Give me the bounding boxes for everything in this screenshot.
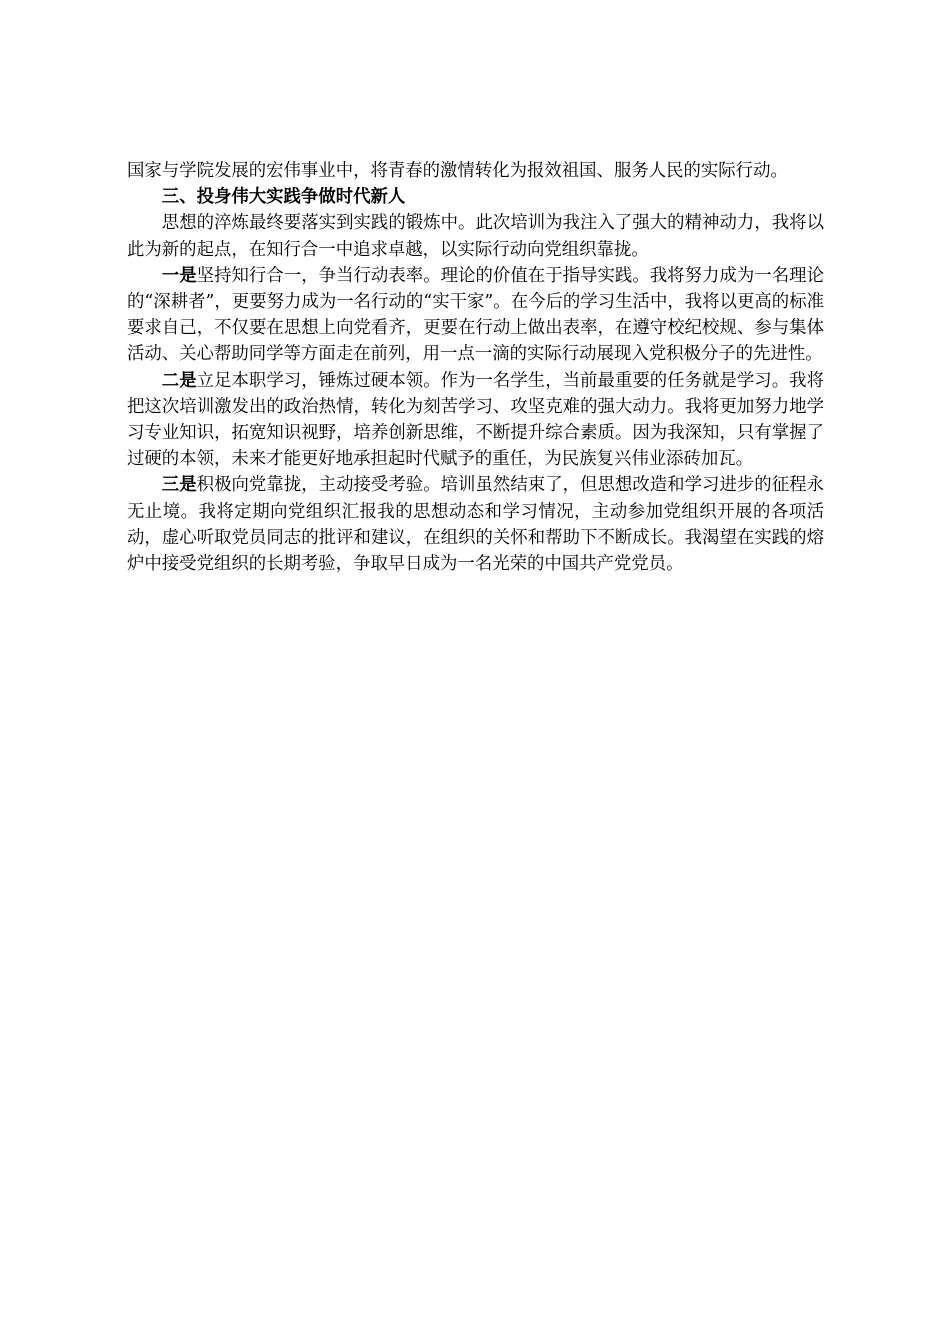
point-paragraph-3: [127, 472, 824, 577]
section-heading: 三、投身伟大实践争做时代新人: [161, 187, 406, 208]
section-intro-paragraph: 思想的淬炼最终要落实到实践的锻炼中。此次培训为我注入了强大的精神动力，我将以此为新的起点，在知行合一中追求卓越，以实际行动向党组织靠拢。: [127, 213, 824, 260]
point-paragraph-1: [127, 263, 824, 368]
continuation-paragraph: 国家与学院发展的宏伟事业中，将青春的激情转化为报效祖国、服务人民的实际行动。: [127, 161, 788, 181]
point-lead-1: 一是: [161, 265, 197, 286]
point-lead-2: 二是: [161, 370, 197, 391]
point-lead-3: 三是: [161, 475, 197, 496]
document-page: [127, 158, 824, 577]
point-text-2: 立足本职学习，锤炼过硬本领。作为一名学生，当前最重要的任务就是学习。我将把这次培训激发出的政治热情，转化为刻苦学习、攻坚克难的强大动力。我将更加努力地学习专业知识，拓宽知识视野，培养创新思维，不断提升综合素质。因为我深知，只有掌握了过硬的本领，未来才能更好地承担起时代赋予的重任，为民族复兴伟业添砖加瓦。: [127, 370, 824, 470]
point-text-1: 坚持知行合一，争当行动表率。理论的价值在于指导实践。我将努力成为一名理论的“深耕者”，更要努力成为一名行动的“实干家”。在今后的学习生活中，我将以更高的标准要求自己，不仅要在思想上向党看齐，更要在行动上做出表率，在遵守校纪校规、参与集体活动、关心帮助同学等方面走在前列，用一点一滴的实际行动展现入党积极分子的先进性。: [127, 265, 824, 365]
point-text-3: 积极向党靠拢，主动接受考验。培训虽然结束了，但思想改造和学习进步的征程永无止境。我将定期向党组织汇报我的思想动态和学习情况，主动参加党组织开展的各项活动，虚心听取党员同志的批评和建议，在组织的关怀和帮助下不断成长。我渴望在实践的熔炉中接受党组织的长期考验，争取早日成为一名光荣的中国共产党党员。: [127, 475, 824, 575]
point-paragraph-2: [127, 368, 824, 473]
